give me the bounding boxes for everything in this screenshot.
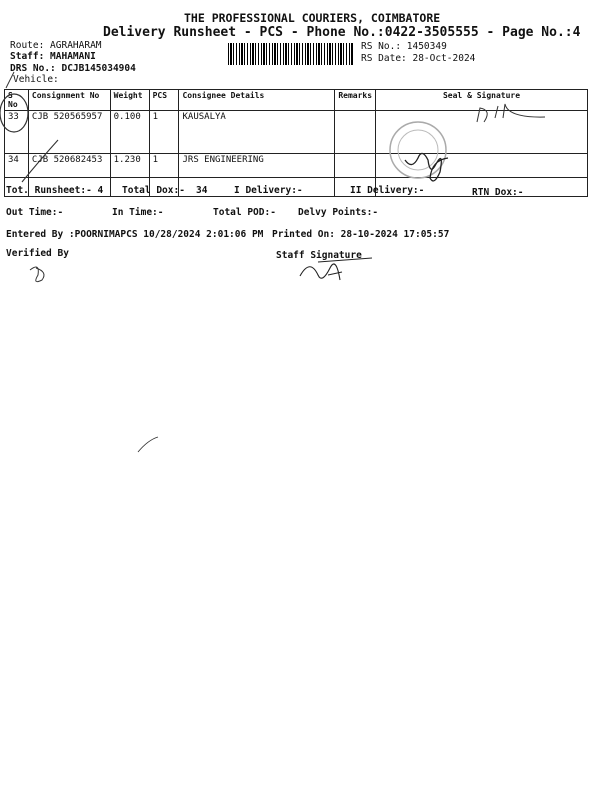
rs-number: RS No.: 1450349 [361,41,447,52]
col-pcs: PCS [149,90,179,111]
col-consignee: Consignee Details [179,90,335,111]
vehicle-label: Vehicle: [13,74,59,85]
staff-signature-mark [300,258,372,280]
row-consignee: KAUSALYA [179,111,335,154]
drs-number: DRS No.: DCJB145034904 [10,63,136,74]
out-time: Out Time:- [6,207,64,218]
ii-delivery: II Delivery:- [350,185,425,196]
seal-stamp-inner [398,130,438,170]
row-sno: 34 [5,154,29,197]
tot-runsheet: Tot. Runsheet:- 4 [6,185,104,196]
route-label: Route: AGRAHARAM [10,40,102,51]
col-seal-signature: Seal & Signature [376,90,588,111]
verified-by: Verified By [6,248,69,259]
sno-circle-mark [0,94,28,132]
stray-pen-mark [138,437,158,452]
total-dox-label: Total Dox:- [122,185,185,196]
staff-label: Staff: MAHAMANI [10,51,96,62]
pen-slash-mark [6,72,14,88]
total-pod: Total POD:- [213,207,276,218]
row-pcs: 1 [149,154,179,197]
col-consignment: Consignment No [28,90,110,111]
row-sno: 33 [5,111,29,154]
row-weight: 1.230 [110,154,149,197]
row-weight: 0.100 [110,111,149,154]
rtn-dox: RTN Dox:- [472,187,524,198]
row-pcs: 1 [149,111,179,154]
company-name: THE PROFESSIONAL COURIERS, COIMBATORE [184,11,441,25]
col-sno: S No [5,90,29,111]
entered-by: Entered By :POORNIMAPCS 10/28/2024 2:01:06 PM [6,229,264,240]
staff-signature-label: Staff Signature [276,250,362,261]
printed-on: Printed On: 28-10-2024 17:05:57 [272,229,450,240]
col-remarks: Remarks [335,90,376,111]
runsheet-title: Delivery Runsheet - PCS - Phone No.:0422-3505555 - Page No.:4 [103,25,581,40]
row-consignment: CJB 520682453 [28,154,110,197]
row-consignment: CJB 520565957 [28,111,110,154]
in-time: In Time:- [112,207,164,218]
rs-date: RS Date: 28-Oct-2024 [361,53,476,64]
row-consignee: JRS ENGINEERING [179,154,335,197]
signature-mark [477,104,545,122]
total-dox-value: 34 [196,185,208,196]
delvy-points: Delvy Points:- [298,207,379,218]
verified-signature [30,267,44,282]
pen-slash-mark [22,140,58,182]
i-delivery: I Delivery:- [234,185,303,196]
col-weight: Weight [110,90,149,111]
